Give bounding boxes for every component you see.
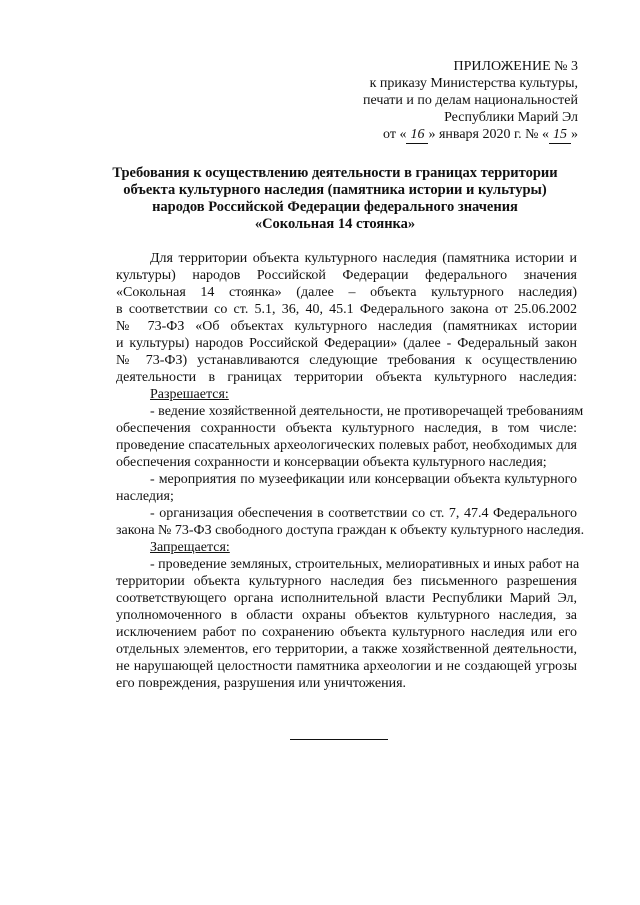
date-suffix: »: [571, 127, 578, 142]
forbidden-heading: Запрещается:: [150, 540, 230, 555]
appendix-order-line-2: печати и по делам национальностей: [362, 93, 578, 108]
allowed-line: - ведение хозяйственной деятельности, не противоречащей требованиям: [150, 404, 584, 419]
date-prefix: от «: [383, 127, 407, 142]
document-title-line-3: народов Российской Федерации федерального значения: [152, 199, 518, 215]
document-title-line-4: «Сокольная 14 стоянка»: [254, 216, 416, 232]
document-title-line-2: объекта культурного наследия (памятника истории и культуры): [123, 182, 547, 198]
intro-line: № 73-ФЗ) устанавливаются следующие требования к осуществлению: [116, 353, 577, 368]
forbidden-line: исключением работ по сохранению объекта культурного наследия или его: [116, 625, 577, 640]
appendix-order-line-3: Республики Марий Эл: [444, 110, 578, 125]
allowed-line: обеспечения сохранности и консервации объекта культурного наследия;: [116, 455, 547, 470]
forbidden-line: территории объекта культурного наследия без письменного разрешения: [116, 574, 577, 589]
intro-line: в соответствии со ст. 5.1, 36, 40, 45.1 Федерального закона от 25.06.2002: [116, 302, 577, 317]
allowed-line: закона № 73-ФЗ свободного доступа граждан к объекту культурного наследия.: [116, 523, 585, 538]
appendix-date-line: [383, 126, 578, 144]
forbidden-line: уполномоченного в области охраны объектов культурного наследия, за: [116, 608, 577, 623]
end-separator-line: [290, 739, 388, 740]
handwritten-number: 15: [549, 126, 571, 144]
intro-line: «Сокольная 14 стоянка» (далее – объекта культурного наследия): [116, 285, 577, 300]
intro-line: культуры) народов Российской Федерации федерального значения: [116, 268, 577, 283]
intro-line: деятельности в границах территории объекта культурного наследия:: [116, 370, 577, 385]
handwritten-day: 16: [406, 126, 428, 144]
allowed-line: - мероприятия по музеефикации или консервации объекта культурного: [150, 472, 577, 487]
forbidden-line: его повреждения, разрушения или уничтожения.: [116, 676, 407, 691]
appendix-title: ПРИЛОЖЕНИЕ № 3: [453, 59, 578, 74]
intro-line: Для территории объекта культурного наследия (памятника истории и: [150, 251, 577, 266]
allowed-line: проведение спасательных археологических полевых работ, необходимых для: [116, 438, 577, 453]
allowed-heading: Разрешается:: [150, 387, 229, 402]
intro-line: и культуры) народов Российской Федерации» (далее - Федеральный закон: [116, 336, 577, 351]
forbidden-line: - проведение земляных, строительных, мелиоративных и иных работ на: [150, 557, 580, 572]
forbidden-line: соответствующего органа исполнительной власти Республики Марий Эл,: [116, 591, 577, 606]
allowed-line: обеспечения сохранности объекта культурного наследия, в том числе:: [116, 421, 577, 436]
forbidden-line: не нарушающей целостности памятника археологии и не создающей угрозы: [116, 659, 577, 674]
forbidden-line: отдельных элементов, его территории, а также хозяйственной деятельности,: [116, 642, 577, 657]
date-middle: » января 2020 г. № «: [428, 127, 549, 142]
allowed-line: наследия;: [116, 489, 174, 504]
intro-line: № 73-ФЗ «Об объектах культурного наследия (памятниках истории: [116, 319, 577, 334]
allowed-line: - организация обеспечения в соответствии со ст. 7, 47.4 Федерального: [150, 506, 577, 521]
document-title-line-1: Требования к осуществлению деятельности в границах территории: [112, 165, 558, 181]
appendix-order-line-1: к приказу Министерства культуры,: [369, 76, 578, 91]
